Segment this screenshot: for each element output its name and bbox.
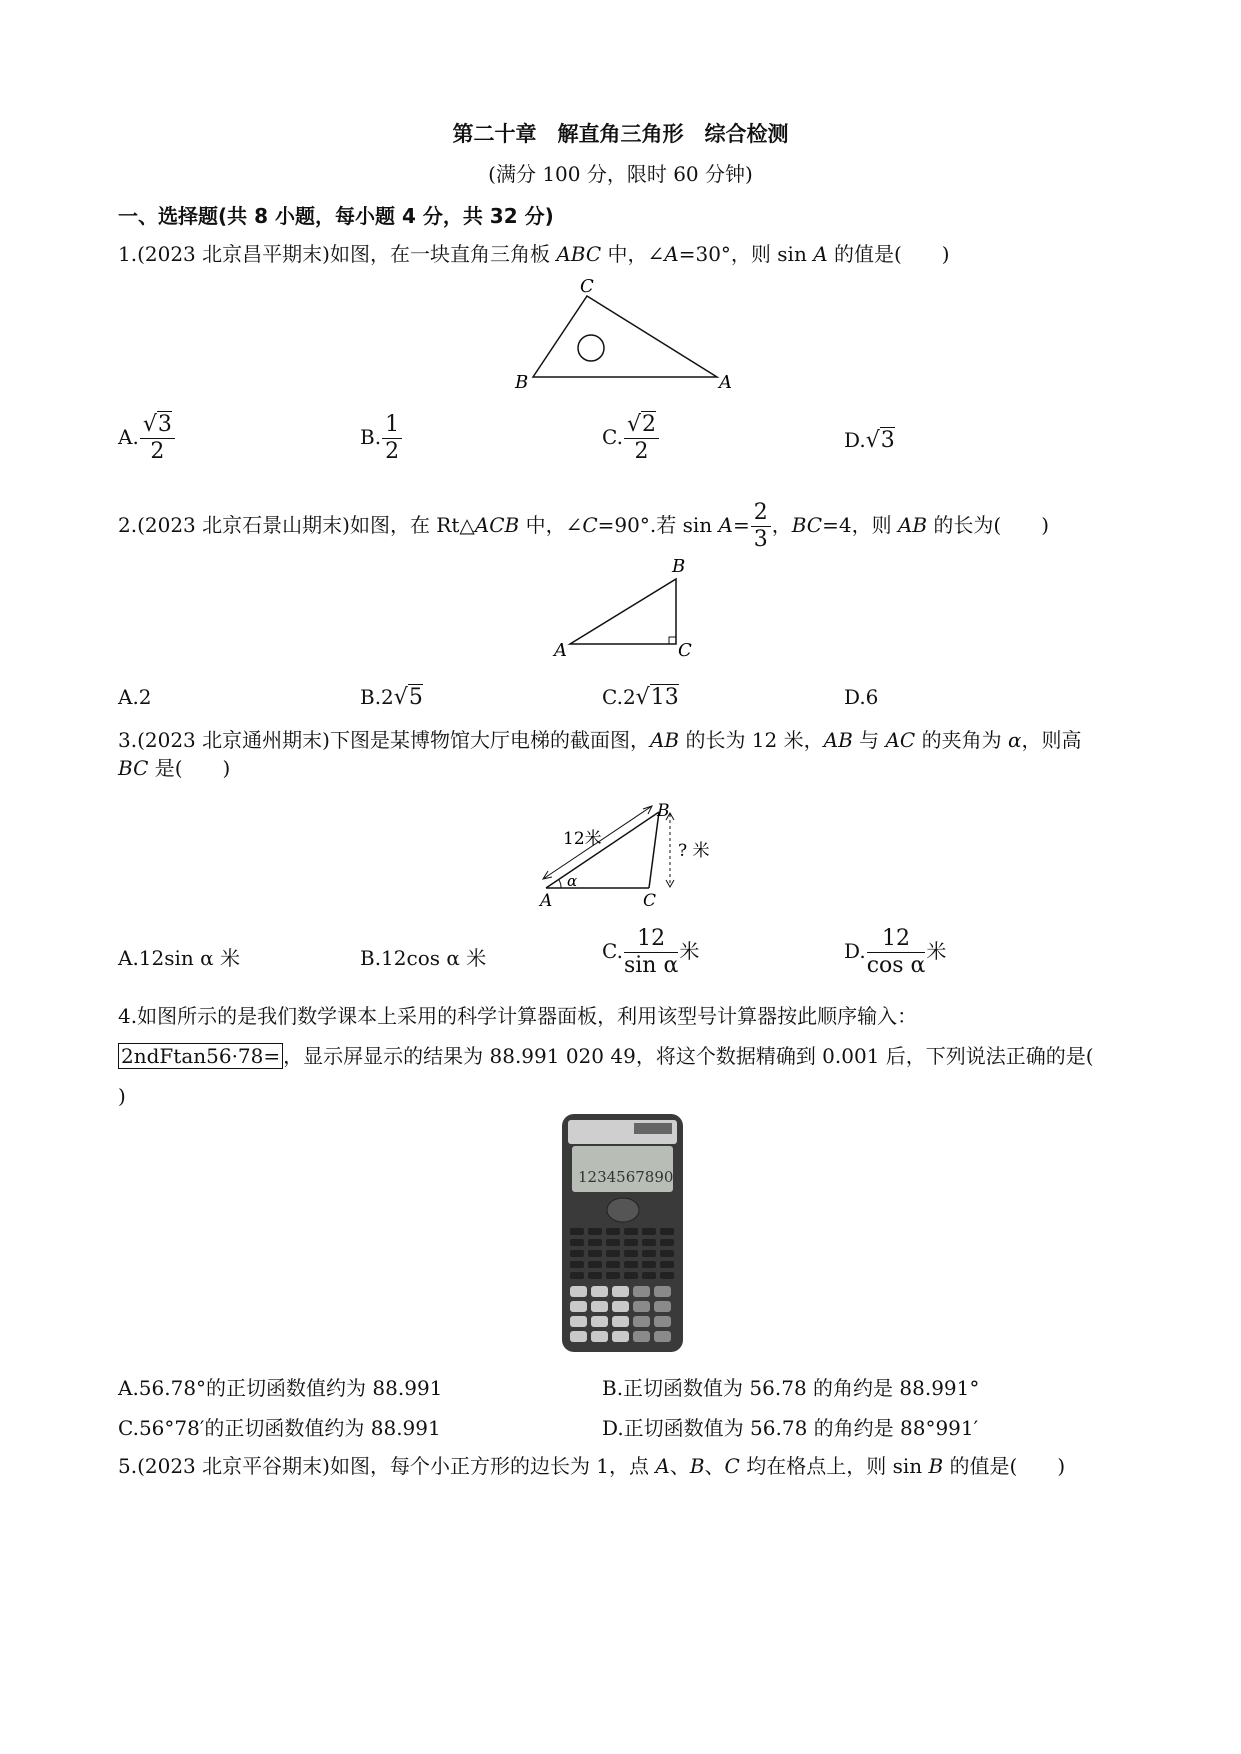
function-key [588, 1261, 602, 1268]
function-key [660, 1272, 674, 1279]
vertex-label-c: C [580, 276, 594, 297]
page-subtitle: (满分 100 分，限时 60 分钟) [488, 162, 753, 186]
vertex-label-c: C [643, 891, 657, 910]
function-key [624, 1239, 638, 1246]
number-key [633, 1316, 650, 1327]
function-key [624, 1261, 638, 1268]
fraction: $\frac{√3}{2}$ [140, 412, 175, 465]
number-key [654, 1331, 671, 1342]
right-angle-mark [669, 637, 676, 644]
segment-bc [649, 812, 659, 888]
q3-option-d: D. $\frac{12}{\text{cos α}}$ 米 [844, 926, 947, 978]
q2-option-c: C.2√13 [602, 685, 679, 710]
vertex-label-b: B [515, 372, 529, 393]
segment-ab [546, 812, 659, 888]
number-key [654, 1316, 671, 1327]
section-heading: 一、选择题(共 8 小题，每小题 4 分，共 32 分) [118, 204, 554, 228]
function-key [624, 1228, 638, 1235]
function-key [606, 1250, 620, 1257]
function-key [570, 1272, 584, 1279]
function-key [606, 1261, 620, 1268]
solar-panel [634, 1123, 672, 1134]
question-3-stem: 3.(2023 北京通州期末)下图是某博物馆大厅电梯的截面图，AB 的长为 12 米，AB 与 AC 的夹角为 α，则高 BC 是( ) [118, 728, 1082, 780]
q4-option-c: C.56°78′的正切函数值约为 88.991 [118, 1416, 441, 1440]
key-sequence: 2ndFtan56·78= [118, 1043, 283, 1069]
fraction: $\frac{√2}{2}$ [624, 412, 659, 465]
number-key [570, 1301, 587, 1312]
q2-option-a: A.2 [118, 685, 152, 709]
number-key [654, 1301, 671, 1312]
page-title: 第二十章 解直角三角形 综合检测 [452, 122, 789, 146]
function-key [570, 1228, 584, 1235]
fraction: $\frac{12}{\text{sin α}}$ [623, 926, 679, 978]
height-label: ? 米 [678, 841, 710, 861]
number-key [612, 1331, 629, 1342]
vertex-label-c: C [678, 640, 692, 661]
function-key [660, 1239, 674, 1246]
function-key [642, 1261, 656, 1268]
number-key [633, 1331, 650, 1342]
question-2-stem: 2.(2023 北京石景山期末)如图，在 Rt△ACB 中，∠C=90°.若 sin A= $\frac{2}{3}$ ，BC=4，则 AB 的长为( ) [118, 500, 1050, 552]
q1-triangle-figure [505, 275, 745, 395]
triangle-hole [578, 335, 604, 361]
question-4-stem: 4.如图所示的是我们数学课本上采用的科学计算器面板，利用该型号计算器按此顺序输入： 2ndFtan56·78= ，显示屏显示的结果为 88.991 020 49，将这个数据精确到 0.001 后，下列说法正确的是( ) [118, 1004, 1094, 1108]
number-key [654, 1286, 671, 1297]
vertex-label-a: A [554, 640, 567, 661]
function-key [624, 1272, 638, 1279]
screen-digits: 1234567890 [578, 1168, 674, 1186]
fraction: $\frac{1}{2}$ [382, 412, 402, 465]
q4-option-b: B.正切函数值为 56.78 的角约是 88.991° [602, 1376, 980, 1400]
fraction: $\frac{2}{3}$ [751, 500, 771, 553]
function-key [642, 1272, 656, 1279]
q4-option-d: D.正切函数值为 56.78 的角约是 88°991′ [602, 1416, 979, 1440]
number-key [591, 1301, 608, 1312]
calculator-image [560, 1112, 685, 1354]
vertex-label-a: A [719, 372, 732, 393]
q3-escalator-figure [535, 800, 735, 910]
direction-pad [607, 1198, 639, 1222]
q1-option-c: C. $\frac{√2}{2}$ [602, 412, 660, 465]
number-key [633, 1301, 650, 1312]
vertex-label-b: B [672, 556, 686, 577]
function-key [660, 1261, 674, 1268]
number-key [591, 1316, 608, 1327]
triangle-abc [533, 296, 717, 377]
function-key [642, 1239, 656, 1246]
number-key [570, 1286, 587, 1297]
number-key [570, 1331, 587, 1342]
function-key [570, 1250, 584, 1257]
number-key [591, 1331, 608, 1342]
q1-option-a: A. $\frac{√3}{2}$ [118, 412, 176, 465]
q3-option-a: A.12sin α 米 [118, 946, 241, 970]
q4-option-a: A.56.78°的正切函数值约为 88.991 [118, 1376, 443, 1400]
function-key [588, 1250, 602, 1257]
function-key [588, 1272, 602, 1279]
q2-right-triangle-figure [548, 552, 708, 662]
number-key [612, 1301, 629, 1312]
function-key [588, 1239, 602, 1246]
q3-option-b: B.12cos α 米 [360, 946, 487, 970]
number-key [612, 1316, 629, 1327]
number-key [570, 1316, 587, 1327]
function-key [660, 1250, 674, 1257]
number-key [633, 1286, 650, 1297]
angle-arc [559, 880, 561, 888]
function-key [570, 1261, 584, 1268]
function-key [606, 1228, 620, 1235]
length-label: 12米 [563, 829, 602, 849]
function-key [642, 1250, 656, 1257]
function-key [606, 1239, 620, 1246]
fraction: $\frac{12}{\text{cos α}}$ [866, 926, 926, 978]
vertex-label-a: A [540, 891, 553, 910]
q1-option-d: D.√3 [844, 428, 895, 453]
number-key [612, 1286, 629, 1297]
triangle-acb [570, 579, 676, 644]
function-key [606, 1272, 620, 1279]
q2-option-b: B.2√5 [360, 685, 423, 710]
vertex-label-b: B [657, 801, 670, 821]
function-key [588, 1228, 602, 1235]
function-key [642, 1228, 656, 1235]
q1-option-b: B. $\frac{1}{2}$ [360, 412, 403, 465]
angle-label: α [567, 872, 578, 890]
q3-option-c: C. $\frac{12}{\text{sin α}}$ 米 [602, 926, 700, 978]
number-key [591, 1286, 608, 1297]
question-1-stem: 1.(2023 北京昌平期末)如图，在一块直角三角板 ABC 中，∠A=30°，则 sin A 的值是( ) [118, 242, 950, 266]
function-key [570, 1239, 584, 1246]
question-5-stem: 5.(2023 北京平谷期末)如图，每个小正方形的边长为 1，点 A、B、C 均在格点上，则 sin B 的值是( ) [118, 1454, 1066, 1478]
function-key [624, 1250, 638, 1257]
function-key [660, 1228, 674, 1235]
q2-option-d: D.6 [844, 685, 879, 709]
